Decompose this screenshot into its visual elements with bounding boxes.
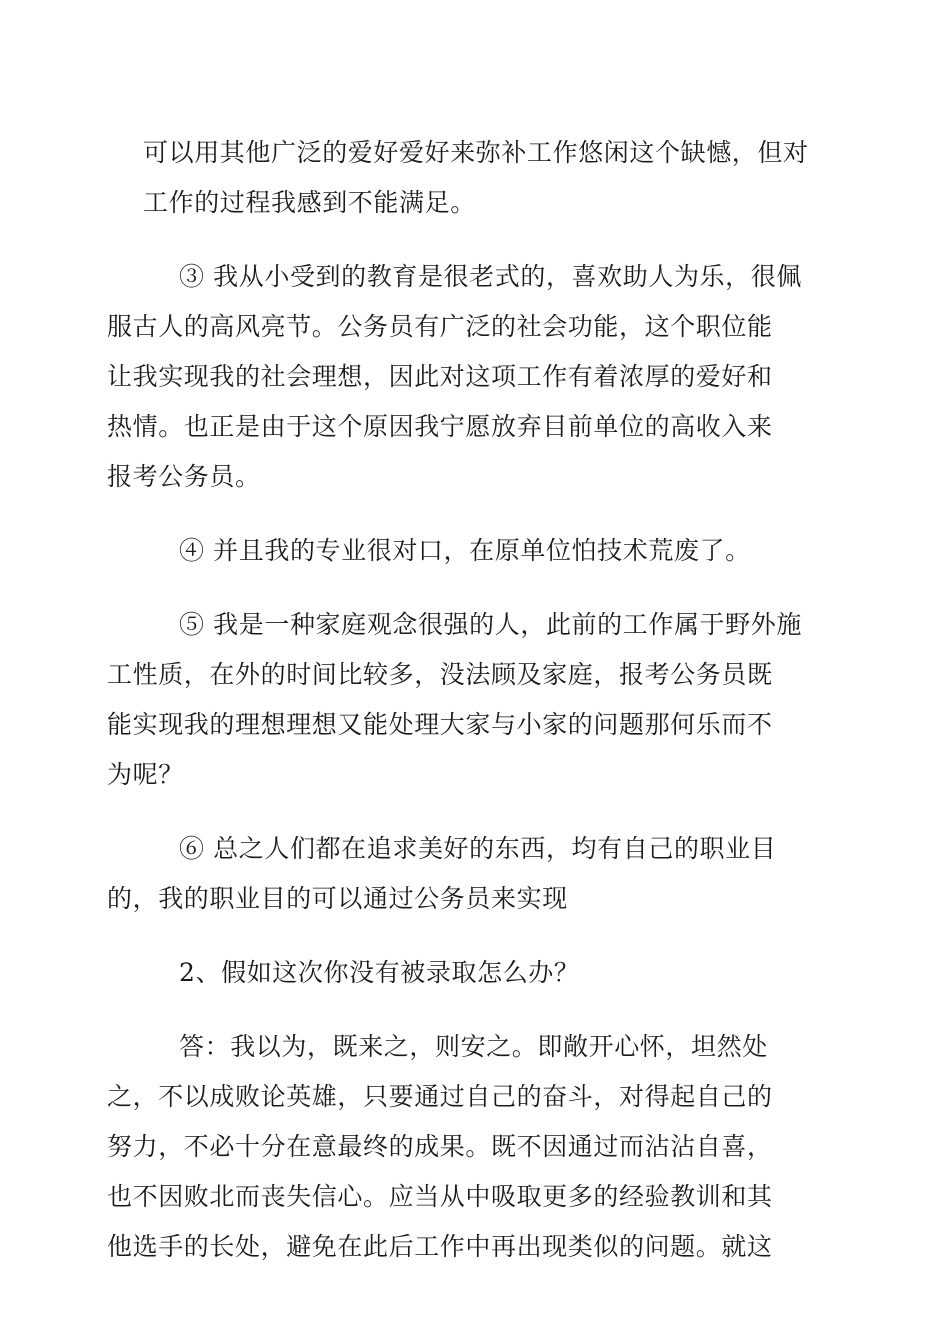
text-line: 他选手的长处，避免在此后工作中再出现类似的问题。就这 [107,1232,773,1261]
question-heading [143,948,807,998]
document-body [107,128,809,1296]
text-line: 报考公务员。 [107,462,261,491]
paragraph-item-6 [107,824,807,924]
text-line: 答：我以为，既来之，则安之。即敞开心怀，坦然处 [179,1032,768,1061]
text-line: ④ 并且我的专业很对口，在原单位怕技术荒废了。 [179,536,751,565]
text-line: 服古人的高风亮节。公务员有广泛的社会功能，这个职位能 [107,312,773,341]
text-line: 为呢？ [107,760,184,789]
paragraph-item-5 [107,600,807,800]
text-line: 之，不以成败论英雄，只要通过自己的奋斗，对得起自己的 [107,1082,773,1111]
text-line: 也不因败北而丧失信心。应当从中吸取更多的经验教训和其 [107,1182,773,1211]
text-line: 2、假如这次你没有被录取怎么办？ [179,958,580,987]
text-line: 热情。也正是由于这个原因我宁愿放弃目前单位的高收入来 [107,412,773,441]
text-line: ⑥ 总之人们都在追求美好的东西，均有自己的职业目 [179,834,777,863]
text-line: 让我实现我的社会理想，因此对这项工作有着浓厚的爱好和 [107,362,773,391]
text-line: 工性质，在外的时间比较多，没法顾及家庭，报考公务员既 [107,660,773,689]
text-line: 工作的过程我感到不能满足。 [143,188,476,217]
answer-paragraph [107,1022,807,1272]
text-line: ③ 我从小受到的教育是很老式的，喜欢助人为乐，很佩 [179,262,802,291]
paragraph-continuation [143,128,807,228]
text-line: 可以用其他广泛的爱好爱好来弥补工作悠闲这个缺憾，但对 [143,138,809,167]
text-line: 能实现我的理想理想又能处理大家与小家的问题那何乐而不 [107,710,773,739]
text-line: 努力，不必十分在意最终的成果。既不因通过而沾沾自喜， [107,1132,773,1161]
paragraph-item-3 [107,252,807,502]
text-line: ⑤ 我是一种家庭观念很强的人，此前的工作属于野外施 [179,610,802,639]
text-line: 的，我的职业目的可以通过公务员来实现 [107,884,568,913]
paragraph-item-4 [143,526,807,576]
